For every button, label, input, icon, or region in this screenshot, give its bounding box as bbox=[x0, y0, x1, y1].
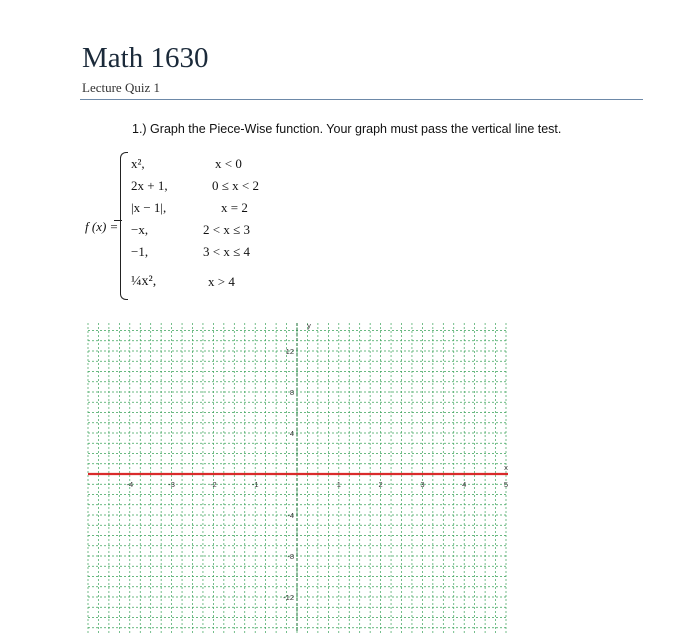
piece-cond-6: x > 4 bbox=[208, 274, 235, 289]
y-axis-label: y bbox=[307, 321, 311, 330]
piece-expr-3: |x − 1|, bbox=[131, 200, 167, 215]
piece-expr-6: ¼x², bbox=[131, 274, 157, 289]
x-axis-label: x bbox=[504, 463, 508, 472]
y-tick-label: 4 bbox=[289, 429, 294, 438]
y-tick-label: -12 bbox=[283, 593, 294, 602]
grid-lines bbox=[88, 323, 508, 633]
x-tick-label: -2 bbox=[210, 480, 217, 489]
y-tick-label: -8 bbox=[287, 552, 294, 561]
y-tick-label: -4 bbox=[287, 511, 294, 520]
piece-cond-1: x < 0 bbox=[215, 156, 242, 171]
piece-cond-5: 3 < x ≤ 4 bbox=[203, 244, 250, 259]
x-tick-label: -3 bbox=[168, 480, 175, 489]
page-subtitle: Lecture Quiz 1 bbox=[82, 80, 160, 95]
piece-expr-1: x², bbox=[131, 156, 145, 171]
x-tick-label: -4 bbox=[126, 480, 134, 489]
piece-expr-4: −x, bbox=[131, 222, 149, 237]
x-tick-label: 2 bbox=[378, 480, 383, 489]
y-tick-label: 12 bbox=[285, 347, 294, 356]
piece-cond-4: 2 < x ≤ 3 bbox=[203, 222, 250, 237]
function-label: f (x) = bbox=[85, 219, 119, 234]
x-tick-label: 4 bbox=[462, 480, 467, 489]
x-tick-label: 5 bbox=[503, 480, 509, 489]
tick-labels bbox=[126, 321, 508, 602]
y-tick-label: 8 bbox=[289, 388, 294, 397]
piece-cond-3: x = 2 bbox=[221, 200, 248, 215]
piece-cond-2: 0 ≤ x < 2 bbox=[212, 178, 259, 193]
x-tick-label: 3 bbox=[420, 480, 425, 489]
x-tick-label: 1 bbox=[336, 480, 341, 489]
piece-expr-2: 2x + 1, bbox=[131, 178, 168, 193]
page-title: Math 1630 bbox=[82, 42, 209, 74]
piece-expr-5: −1, bbox=[131, 244, 149, 259]
question-text: 1.) Graph the Piece-Wise function. Your graph must pass the vertical line test. bbox=[132, 122, 562, 136]
x-tick-label: -1 bbox=[251, 480, 259, 489]
